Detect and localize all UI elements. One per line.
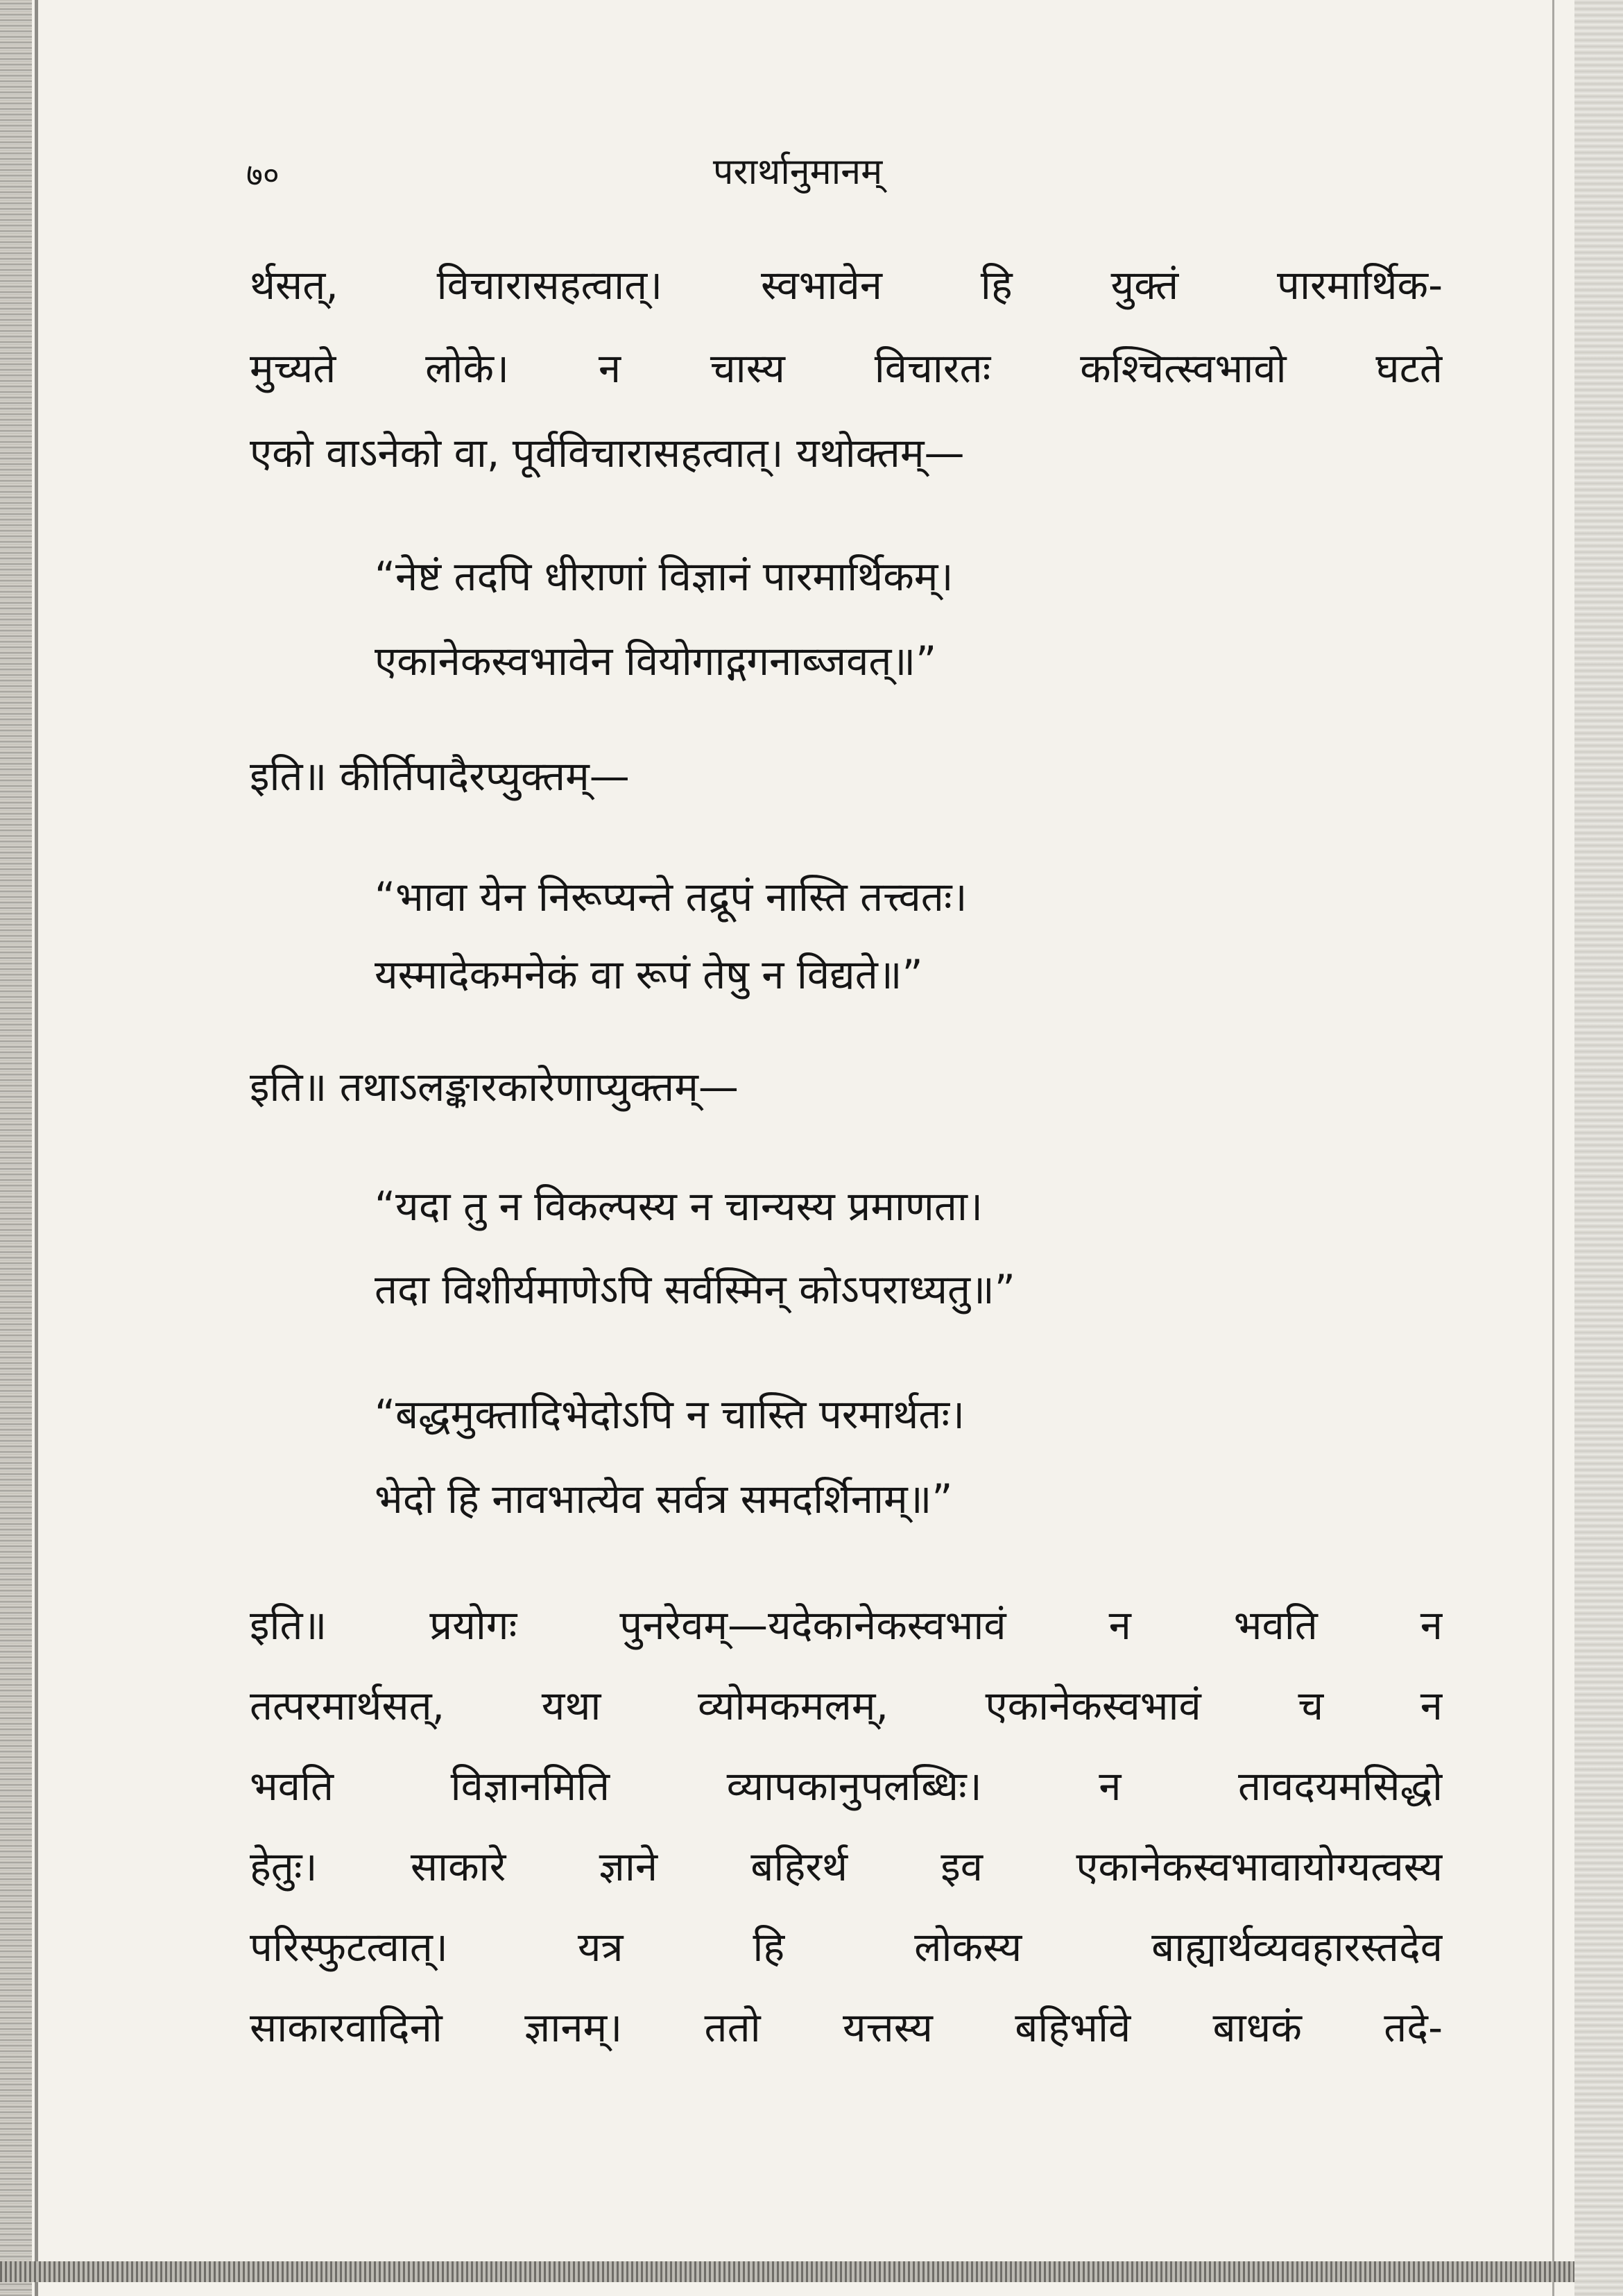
prose-line: हेतुः। साकारे ज्ञाने बहिरर्थ इव एकानेकस्वभावायोग्यत्वस्य — [250, 1843, 1443, 1890]
prose-line: इति॥ कीर्तिपादैरप्युक्तम्— — [250, 753, 630, 800]
verse-line: तदा विशीर्यमाणेऽपि सर्वस्मिन् कोऽपराध्यतु॥” — [375, 1266, 1015, 1313]
page-number: ७० — [246, 156, 280, 194]
verse-line: “नेष्टं तदपि धीराणां विज्ञानं पारमार्थिकम्। — [375, 553, 954, 600]
prose-line: इति॥ प्रयोगः पुनरेवम्—यदेकानेकस्वभावं न भवति न — [250, 1602, 1443, 1649]
verse-line: एकानेकस्वभावेन वियोगाद्गगनाब्जवत्॥” — [375, 637, 937, 685]
gutter-edge-line — [35, 0, 38, 2296]
book-gutter-shadow — [0, 0, 32, 2296]
prose-line: एको वाऽनेको वा, पूर्वविचारासहत्वात्। यथोक्तम्— — [250, 429, 965, 477]
prose-line: मुच्यते लोके। न चास्य विचारतः कश्चित्स्वभावो घटते — [250, 345, 1443, 392]
verse-line: यस्मादेकमनेकं वा रूपं तेषु न विद्यते॥” — [375, 951, 923, 998]
page-edge-line — [1552, 0, 1554, 2296]
verse-line: भेदो हि नावभात्येव सर्वत्र समदर्शिनाम्॥” — [375, 1475, 953, 1523]
prose-line: इति॥ तथाऽलङ्कारकारेणाप्युक्तम्— — [250, 1063, 739, 1111]
running-head: परार्थानुमानम् — [712, 151, 883, 193]
page-edge-shadow — [1574, 0, 1623, 2296]
bottom-scan-edge — [0, 2261, 1574, 2282]
verse-line: “यदा तु न विकल्पस्य न चान्यस्य प्रमाणता। — [375, 1183, 983, 1230]
prose-line: तत्परमार्थसत्, यथा व्योमकमलम्, एकानेकस्वभावं च न — [250, 1682, 1443, 1729]
prose-line: साकारवादिनो ज्ञानम्। ततो यत्तस्य बहिर्भावे बाधकं तदे- — [250, 2004, 1443, 2051]
prose-line: र्थसत्, विचारासहत्वात्। स्वभावेन हि युक्तं पारमार्थिक- — [250, 262, 1443, 309]
verse-line: “बद्धमुक्तादिभेदोऽपि न चास्ति परमार्थतः। — [375, 1391, 965, 1438]
verse-line: “भावा येन निरूप्यन्ते तद्रूपं नास्ति तत्त्वतः। — [375, 873, 968, 920]
prose-line: भवति विज्ञानमिति व्यापकानुपलब्धिः। न तावदयमसिद्धो — [250, 1763, 1443, 1810]
prose-line: परिस्फुटत्वात्। यत्र हि लोकस्य बाह्यार्थव्यवहारस्तदेव — [250, 1924, 1443, 1971]
